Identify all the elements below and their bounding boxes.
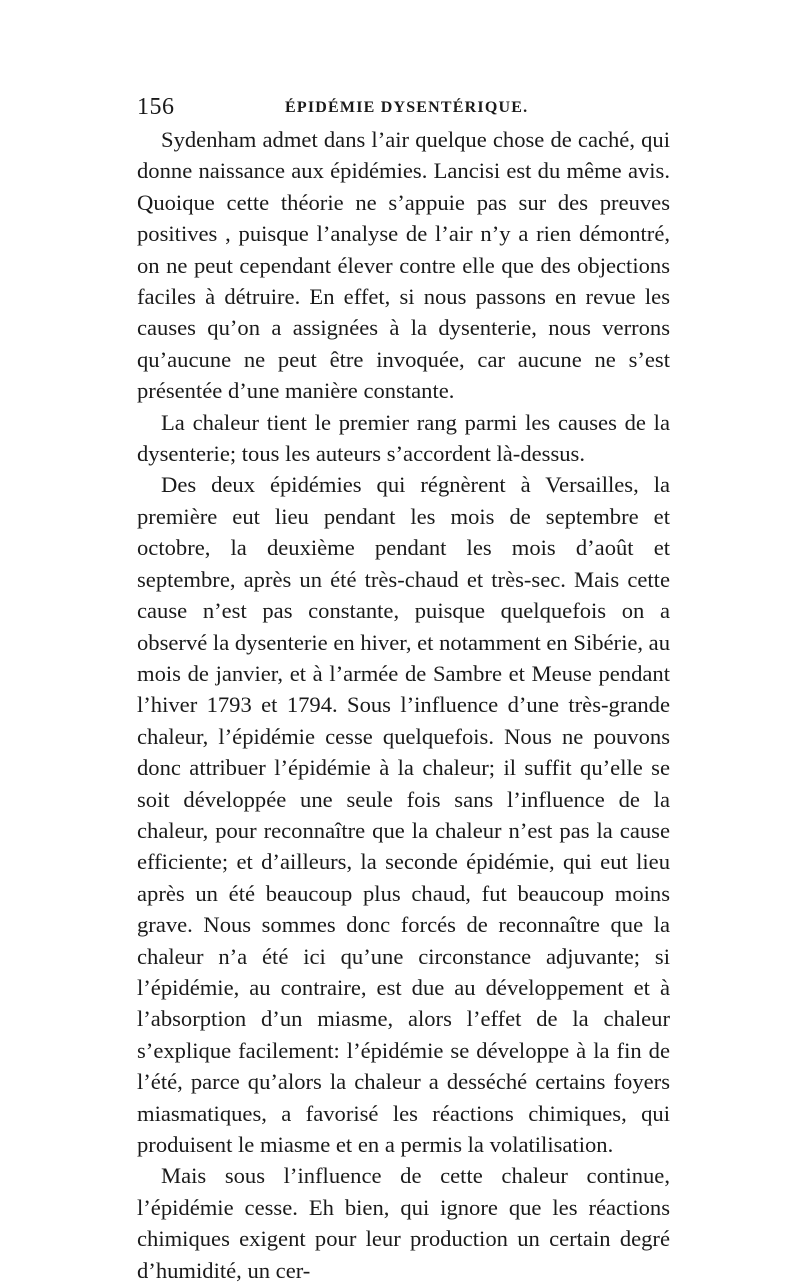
paragraph-4: Mais sous l’influence de cette chaleur continue, l’épidémie cesse. Eh bien, qui ignore que les réactions chimiques exigent pour leur production un certain degré d’humidité, un cer- xyxy=(137,1163,670,1283)
running-title: ÉPIDÉMIE DYSENTÉRIQUE. xyxy=(285,99,529,116)
body-text xyxy=(137,124,670,1286)
paragraph-3: Des deux épidémies qui régnèrent à Versailles, la première eut lieu pendant les mois de septembre et octobre, la deuxième pendant les mois d’août et septembre, après un été très-chaud et très-sec. Mais cette cause n’est pas constante, puisque quelquefois on a observé la dysenterie en hiver, et notamment en Sibérie, au mois de janvier, et à l’armée de Sambre et Meuse pendant l’hiver 1793 et 1794. Sous l’influence d’une très-grande chaleur, l’épidémie cesse quelquefois. Nous ne pouvons donc attribuer l’épidémie à la chaleur; il suffit qu’elle se soit développée une seule fois sans l’influence de la chaleur, pour reconnaître que la chaleur n’est pas la cause efficiente; et d’ailleurs, la seconde épidémie, qui eut lieu après un été beaucoup plus chaud, fut beaucoup moins grave. Nous sommes donc forcés de reconnaître que la chaleur n’a été ici qu’une circonstance adjuvante; si l’épidémie, au contraire, est due au développement et à l’absorption d’un miasme, alors l’effet de la chaleur s’explique facilement: l’épidémie se développe à la fin de l’été, parce qu’alors la chaleur a desséché certains foyers miasmatiques, a favorisé les réactions chimiques, qui produisent le miasme et en a permis la volatilisation. xyxy=(137,472,670,1157)
running-head xyxy=(137,94,670,124)
paragraph-2: La chaleur tient le premier rang parmi les causes de la dysenterie; tous les auteurs s’accordent là-dessus. xyxy=(137,409,670,467)
paragraph-1: Sydenham admet dans l’air quelque chose de caché, qui donne naissance aux épidémies. Lancisi est du même avis. Quoique cette théorie ne s’appuie pas sur des preuves positives , puisque l’analyse de l’air n’y a rien démontré, on ne peut cependant élever contre elle que des objections faciles à détruire. En effet, si nous passons en revue les causes qu’on a assignées à la dysenterie, nous verrons qu’aucune ne peut être invoquée, car aucune ne s’est présentée d’une manière constante. xyxy=(137,127,670,404)
page-number: 156 xyxy=(137,94,175,120)
